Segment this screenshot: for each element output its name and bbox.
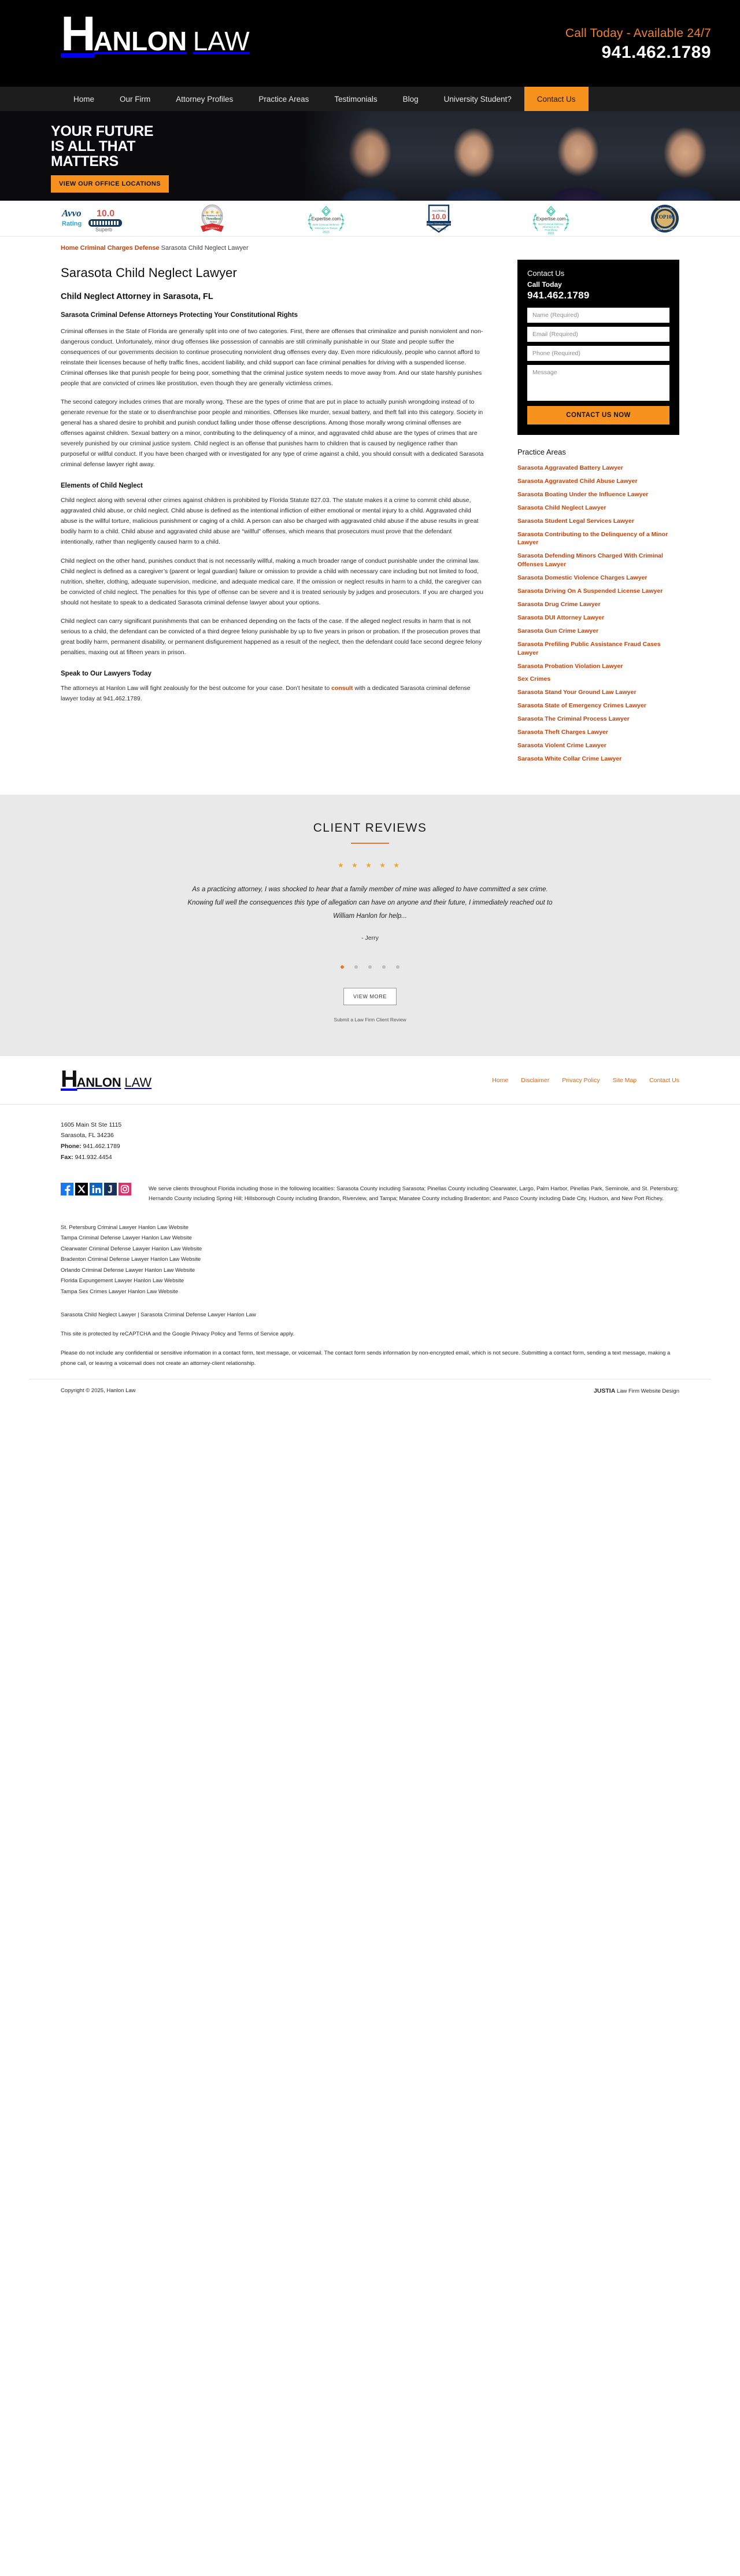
practice-area-item <box>517 662 679 671</box>
review-author: - Jerry <box>361 934 379 942</box>
practice-area-item <box>517 517 679 526</box>
carousel-dot[interactable] <box>382 965 386 969</box>
paragraph-5: Child neglect can carry significant punishments that can be enhanced depending on the facts of the case. If the alleged neglect results in harm that is not serious to a child, the defendant can be convicted of a third degree felony punishable by up to five years in prison or probation. If the prosecution proves that great bodily harm, permanent disability, or permanent disfigurement happened as a result of the neglect, then the defendant could face second degree felony penalties, maxing out at fifteen years in prison. <box>61 617 482 656</box>
heading-elements-of-child-neglect: Elements of Child Neglect <box>61 482 143 490</box>
contact-card-title: Contact Us <box>527 269 565 278</box>
svg-text:Best Criminal Defense: Best Criminal Defense <box>538 223 564 226</box>
legal-line-1 <box>61 1310 679 1320</box>
practice-area-item <box>517 530 679 548</box>
svg-text:TRIAL LAWYERS: TRIAL LAWYERS <box>656 228 674 231</box>
site-header <box>0 0 740 87</box>
practice-area-item <box>517 464 679 473</box>
city-website-link[interactable]: Tampa Sex Crimes Lawyer Hanlon Law Website <box>61 1288 179 1295</box>
national-trial-lawyers-badge <box>650 204 679 233</box>
nav-attorney-profiles[interactable]: Attorney Profiles <box>176 94 234 104</box>
footer-nav-link[interactable]: Home <box>492 1077 509 1084</box>
footer-address <box>61 1120 679 1163</box>
svg-text:Attorneys in St.: Attorneys in St. <box>542 226 560 228</box>
site-logo[interactable] <box>61 6 250 61</box>
svg-text:2022: 2022 <box>323 231 330 234</box>
avvo-rating-badge <box>61 204 130 233</box>
practice-area-item <box>517 728 679 737</box>
practice-area-link[interactable]: Sarasota Gun Crime Lawyer <box>517 627 599 634</box>
svg-text:Superb: Superb <box>95 227 113 232</box>
justia-credit <box>594 1387 679 1394</box>
call-today-label: Call Today - Available 24/7 <box>565 27 711 40</box>
justia-credit-text: Law Firm Website Design <box>615 1387 679 1394</box>
footer-phone: 941.462.1789 <box>83 1143 120 1150</box>
footer-nav-link[interactable]: Disclaimer <box>521 1077 550 1084</box>
footer-nav-link[interactable]: Site Map <box>612 1077 637 1084</box>
carousel-dot[interactable] <box>341 965 344 969</box>
city-website-link[interactable]: Florida Expungement Lawyer Hanlon Law Website <box>61 1278 184 1285</box>
section-heading-rights: Sarasota Criminal Defense Attorneys Protecting Your Constitutional Rights <box>61 312 298 319</box>
phone-label: Phone: <box>61 1143 82 1150</box>
page-subtitle: Child Neglect Attorney in Sarasota, FL <box>61 292 213 301</box>
nav-practice-areas[interactable]: Practice Areas <box>258 94 309 104</box>
heading-speak-to-our-lawyers: Speak to Our Lawyers Today <box>61 670 152 677</box>
client-reviews-title: CLIENT REVIEWS <box>313 821 427 835</box>
review-quote: As a practicing attorney, I was shocked to hear that a family member of mine was alleged to have committed a sex crime. Knowing full well the consequences this type of allegation can have on anyone and their future, I immediately reached out to William Hanlon for help... <box>187 885 553 920</box>
practice-area-link[interactable]: Sarasota State of Emergency Crimes Lawyer <box>517 702 646 710</box>
three-best-rated-badge <box>197 204 227 233</box>
hero-line-3: MATTERS <box>51 153 119 169</box>
svg-text:Rating: Rating <box>62 220 82 227</box>
practice-area-link[interactable]: Sarasota Driving On A Suspended License Lawyer <box>517 588 663 595</box>
svg-text:Rated: Rated <box>209 220 217 223</box>
nav-blog[interactable]: Blog <box>402 94 419 104</box>
practice-areas-title: Practice Areas <box>517 448 566 456</box>
linkedin-icon[interactable] <box>90 1183 102 1195</box>
svg-text:Top Attorney: Top Attorney <box>431 227 446 230</box>
practice-area-link[interactable]: Sarasota Boating Under the Influence Lawyer <box>517 490 649 498</box>
practice-area-item <box>517 640 679 658</box>
svg-text:Expertise.com: Expertise.com <box>311 216 341 222</box>
nav-contact-us[interactable]: Contact Us <box>524 87 589 111</box>
instagram-icon[interactable] <box>119 1183 131 1195</box>
email-input[interactable] <box>527 327 669 342</box>
paragraph-3: Child neglect along with several other crimes against children is prohibited by Florida Statute 827.03. The statute makes it a crime to commit child abuse, aggravated child abuse, or child neglect. Child abuse is defined as the intentional infliction of either emotional or mental injury to a child. Aggravated child abuse is the willful torture, malicious punishment or caging of a child. A person can also be charged with aggravated child abuse if the abuse results in great bodily harm to a child. Child abuse and aggravated child abuse are “willful” offenses, which means that prosecutors must prove that the defendant intentionally, rather than negligently caused harm to a child. <box>61 497 479 546</box>
service-area-text: We serve clients throughout Florida including those in the following localities: Sarasota County including Sarasota; Pinellas County including Clearwater, Largo, Palm Harbor, Pinellas Park, Seminole, and St. Petersburg; Hernando County including Spring Hill; Hillsborough County including Brandon, Riverview, and Tampa; Manatee County including Bradenton; and Pasco County including Dade City, Hudson, and New Port Richey. <box>149 1185 679 1202</box>
practice-area-item <box>517 702 679 710</box>
practice-area-item <box>517 741 679 750</box>
svg-text:ThreeBest: ThreeBest <box>205 217 221 221</box>
expertise-stpete-badge <box>519 204 583 233</box>
hero-banner <box>0 111 740 201</box>
hero-headline <box>51 124 317 193</box>
contact-card-call-today: Call Today <box>527 281 562 289</box>
copyright-text: Copyright © 2025, Hanlon Law <box>61 1387 136 1394</box>
footer-fax: 941.932.4454 <box>75 1153 112 1161</box>
submit-review-link[interactable]: Submit a Law Firm Client Review <box>334 1016 406 1023</box>
paragraph-2: The second category includes crimes that are morally wrong. These are the types of crime that are put in place to actually punish wrongdoing instead of to generate revenue for the state or to disenfranchise poor people and minorities. Offenses like murder, sexual battery, and theft fall into this category. Society in general has a shared desire to prohibit and punish conduct falling under those offense descriptions. Among those morally wrong criminal offenses are offenses against children. Sexual battery on a minor, contributing to the delinquency of a minor, and aggravated child abuse are the types of crimes that are severely punished by our criminal justice system. Child neglect is an offense that punishes harm to children that is caused by negligence rather than purposeful or willful conduct. If you have been charged with or investigated for any type of crime against a child, you should consult with a dedicated Sarasota criminal defense lawyer right away. <box>61 398 484 468</box>
practice-area-link[interactable]: Sarasota DUI Attorney Lawyer <box>517 614 605 621</box>
svg-text:Avvo: Avvo <box>62 208 82 219</box>
practice-area-item <box>517 477 679 486</box>
practice-area-link[interactable]: Sarasota Violent Crime Lawyer <box>517 741 606 749</box>
city-website-links <box>29 1208 711 1298</box>
footer-legal <box>29 1297 711 1368</box>
view-office-locations-button[interactable]: VIEW OUR OFFICE LOCATIONS <box>51 175 169 193</box>
svg-text:TOP100: TOP100 <box>656 214 674 220</box>
practice-area-item <box>517 614 679 622</box>
city-website-link[interactable]: Clearwater Criminal Defense Lawyer Hanlon Law Website <box>61 1245 202 1252</box>
name-input[interactable] <box>527 308 669 323</box>
nav-testimonials[interactable]: Testimonials <box>334 94 378 104</box>
practice-area-link[interactable]: Sarasota Contributing to the Delinquency of a Minor Lawyer <box>517 530 668 547</box>
header-phone-link[interactable]: 941.462.1789 <box>601 43 711 62</box>
practice-area-item <box>517 715 679 724</box>
paragraph-6-a: The attorneys at Hanlon Law will fight zealously for the best outcome for your case. Don’t hesitate to <box>61 684 332 692</box>
paragraph-6-b: with a dedicated Sarasota criminal defense lawyer today at 941.462.1789. <box>61 684 471 702</box>
svg-text:Excellence: Excellence <box>205 227 219 230</box>
title-underline <box>351 843 389 844</box>
x-twitter-icon[interactable] <box>75 1183 88 1195</box>
practice-area-link[interactable]: Sarasota Student Legal Services Lawyer <box>517 517 634 525</box>
social-links <box>61 1183 131 1195</box>
footer-nav-link[interactable]: Contact Us <box>649 1077 679 1084</box>
logo-letter-h: H <box>61 6 95 61</box>
svg-text:Avvo Rating: Avvo Rating <box>431 209 446 212</box>
city-website-link[interactable]: St. Petersburg Criminal Lawyer Hanlon Law Website <box>61 1224 189 1231</box>
practice-area-link[interactable]: Sarasota Domestic Violence Charges Lawyer <box>517 574 648 582</box>
breadcrumb-current: Sarasota Child Neglect Lawyer <box>161 245 249 252</box>
footer-logo-anlon: ANLON <box>76 1075 121 1090</box>
svg-text:Best Business of 2023: Best Business of 2023 <box>202 215 222 217</box>
justia-icon[interactable] <box>104 1183 117 1195</box>
svg-text:Best Criminal Defense: Best Criminal Defense <box>313 223 340 226</box>
footer-navigation <box>479 1075 679 1085</box>
city-website-link[interactable]: Bradenton Criminal Defense Lawyer Hanlon Law Website <box>61 1256 201 1263</box>
consult-link[interactable]: consult <box>331 684 353 692</box>
footer-nav-link[interactable]: Privacy Policy <box>562 1077 600 1084</box>
main-navigation <box>0 87 740 111</box>
practice-area-link[interactable]: Sarasota White Collar Crime Lawyer <box>517 755 622 762</box>
legal-link-1[interactable]: Sarasota Child Neglect Lawyer | Sarasota Criminal Defense Lawyer Hanlon Law <box>61 1312 256 1319</box>
article-content <box>61 252 500 712</box>
svg-text:William Woodson Hanlon: William Woodson Hanlon <box>426 223 451 225</box>
page-title: Sarasota Child Neglect Lawyer <box>61 265 237 280</box>
legal-line-2: This site is protected by reCAPTCHA and the Google Privacy Policy and Terms of Service apply. <box>61 1331 295 1338</box>
practice-area-item <box>517 490 679 499</box>
justia-brand: JUSTIA <box>593 1387 616 1394</box>
carousel-dot[interactable] <box>354 965 358 969</box>
city-website-link[interactable]: Tampa Criminal Defense Lawyer Hanlon Law Website <box>61 1235 192 1242</box>
practice-area-link[interactable]: Sarasota Aggravated Child Abuse Lawyer <box>517 477 638 485</box>
avvo-top-attorney-badge <box>426 204 452 233</box>
practice-area-link[interactable]: Sarasota The Criminal Process Lawyer <box>517 715 630 723</box>
practice-area-item <box>517 627 679 636</box>
paragraph-1: Criminal offenses in the State of Florida are generally split into one of two categories. First, there are offenses that criminalize and punish nonviolent and non-dangerous conduct. Unfortunately, minor drug offenses like possession of cannabis are still criminally punishable in our State and people suffer the consequences of our governments decision to continue prosecuting nonviolent drug offenses every day. Even more ridiculously, people who cannot afford to reinstate their licenses because of hefty traffic fines, accident liability, and child support can face criminal penalties for driving with a suspended license. Criminal offenses like that punish people for being poor, something that the criminal justice system needs to move away from. And our state harshly punishes people that are convicted of crimes like prostitution, even though they are generally victimless crimes. <box>61 327 483 387</box>
message-textarea[interactable] <box>527 365 669 401</box>
contact-card-phone: 941.462.1789 <box>527 290 590 301</box>
svg-text:Petersburg: Petersburg <box>545 228 558 231</box>
practice-area-item <box>517 574 679 582</box>
svg-text:THE NATIONAL: THE NATIONAL <box>657 207 672 209</box>
hero-line-1: YOUR FUTURE <box>51 123 154 139</box>
svg-text:10.0: 10.0 <box>97 209 115 219</box>
address-line-2: Sarasota, FL 34236 <box>61 1132 114 1139</box>
city-website-link[interactable]: Orlando Criminal Defense Lawyer Hanlon Law Website <box>61 1267 195 1274</box>
legal-line-3: Please do not include any confidential or sensitive information in a contact form, text message, or voicemail. The contact form sends information by non-encrypted email, which is not secure. Submitting a contact form, sending a text message, making a phone call, or leaving a voicemail does not create an attorney-client relationship. <box>61 1350 671 1367</box>
hero-line-2: IS ALL THAT <box>51 138 136 154</box>
breadcrumb <box>61 245 679 252</box>
nav-our-firm[interactable]: Our Firm <box>120 94 151 104</box>
practice-area-item <box>517 587 679 596</box>
practice-areas-section <box>517 448 679 763</box>
nav-home[interactable]: Home <box>73 94 95 104</box>
nav-university-student[interactable]: University Student? <box>443 94 512 104</box>
practice-area-item <box>517 504 679 512</box>
facebook-icon[interactable] <box>61 1183 73 1195</box>
practice-area-link[interactable]: Sarasota Drug Crime Lawyer <box>517 600 601 608</box>
practice-area-item <box>517 552 679 569</box>
header-call-block <box>565 27 711 62</box>
paragraph-4: Child neglect on the other hand, punishes conduct that is not necessarily willful, making a much broader range of conduct punishable under the criminal law. Child neglect is defined as a caregiver’s (parent or legal guardian) failure or omission to provide a child with necessary care including but not limited to food, nutrition, shelter, clothing, adequate supervision, medicine, and adequate medical care. If the omission or neglect results in harm to a child, the caregiver can be convicted of child neglect. The penalties for this type of offense can be severe and it is treated seriously by judges and prosecutors. If you are charged you should not hesitate to speak to a dedicated Sarasota criminal defense lawyer about your options. <box>61 557 483 606</box>
practice-area-item <box>517 688 679 697</box>
footer-logo[interactable] <box>61 1065 152 1092</box>
practice-area-item <box>517 600 679 609</box>
practice-area-link[interactable]: Sarasota Stand Your Ground Law Lawyer <box>517 689 637 696</box>
practice-area-link[interactable]: Sarasota Probation Violation Lawyer <box>517 662 623 670</box>
footer-top <box>0 1056 740 1105</box>
breadcrumb-home[interactable]: Home <box>61 245 79 252</box>
address-line-1: 1605 Main St Ste 1115 <box>61 1121 122 1128</box>
star-rating: ★ ★ ★ ★ ★ <box>337 861 403 869</box>
logo-law: LAW <box>193 26 250 56</box>
footer-logo-letter-h: H <box>61 1065 77 1092</box>
contact-us-now-button[interactable]: CONTACT US NOW <box>527 406 669 425</box>
expertise-tampa-badge <box>294 204 358 233</box>
view-more-button[interactable]: VIEW MORE <box>343 988 397 1005</box>
practice-area-link[interactable]: Sex Crimes <box>517 676 551 683</box>
svg-text:10.0: 10.0 <box>431 212 446 221</box>
practice-area-item <box>517 675 679 684</box>
practice-area-link[interactable]: Sarasota Prefiling Public Assistance Fraud Cases Lawyer <box>517 640 661 656</box>
practice-area-link[interactable]: Sarasota Aggravated Battery Lawyer <box>517 464 623 471</box>
practice-area-item <box>517 755 679 763</box>
footer-logo-law: LAW <box>124 1075 152 1090</box>
svg-text:Attorneys in Tampa: Attorneys in Tampa <box>314 227 338 230</box>
paragraph-6 <box>61 683 484 704</box>
svg-text:2022: 2022 <box>547 232 554 235</box>
sidebar <box>517 252 679 768</box>
svg-text:Expertise.com: Expertise.com <box>536 216 566 222</box>
carousel-dot[interactable] <box>396 965 399 969</box>
carousel-dot[interactable] <box>368 965 372 969</box>
contact-form-card <box>517 260 679 435</box>
fax-label: Fax: <box>61 1153 73 1161</box>
practice-area-link[interactable]: Sarasota Theft Charges Lawyer <box>517 729 608 736</box>
phone-input[interactable] <box>527 346 669 361</box>
practice-area-link[interactable]: Sarasota Defending Minors Charged With Criminal Offenses Lawyer <box>517 552 663 569</box>
hero-attorneys-photo <box>301 111 740 201</box>
client-reviews-section <box>0 795 740 1056</box>
carousel-dots[interactable] <box>0 961 740 972</box>
practice-area-link[interactable]: Sarasota Child Neglect Lawyer <box>517 504 606 511</box>
logo-anlon: ANLON <box>93 26 187 56</box>
breadcrumb-parent[interactable]: Criminal Charges Defense <box>80 245 160 252</box>
award-badges-strip <box>0 201 740 237</box>
